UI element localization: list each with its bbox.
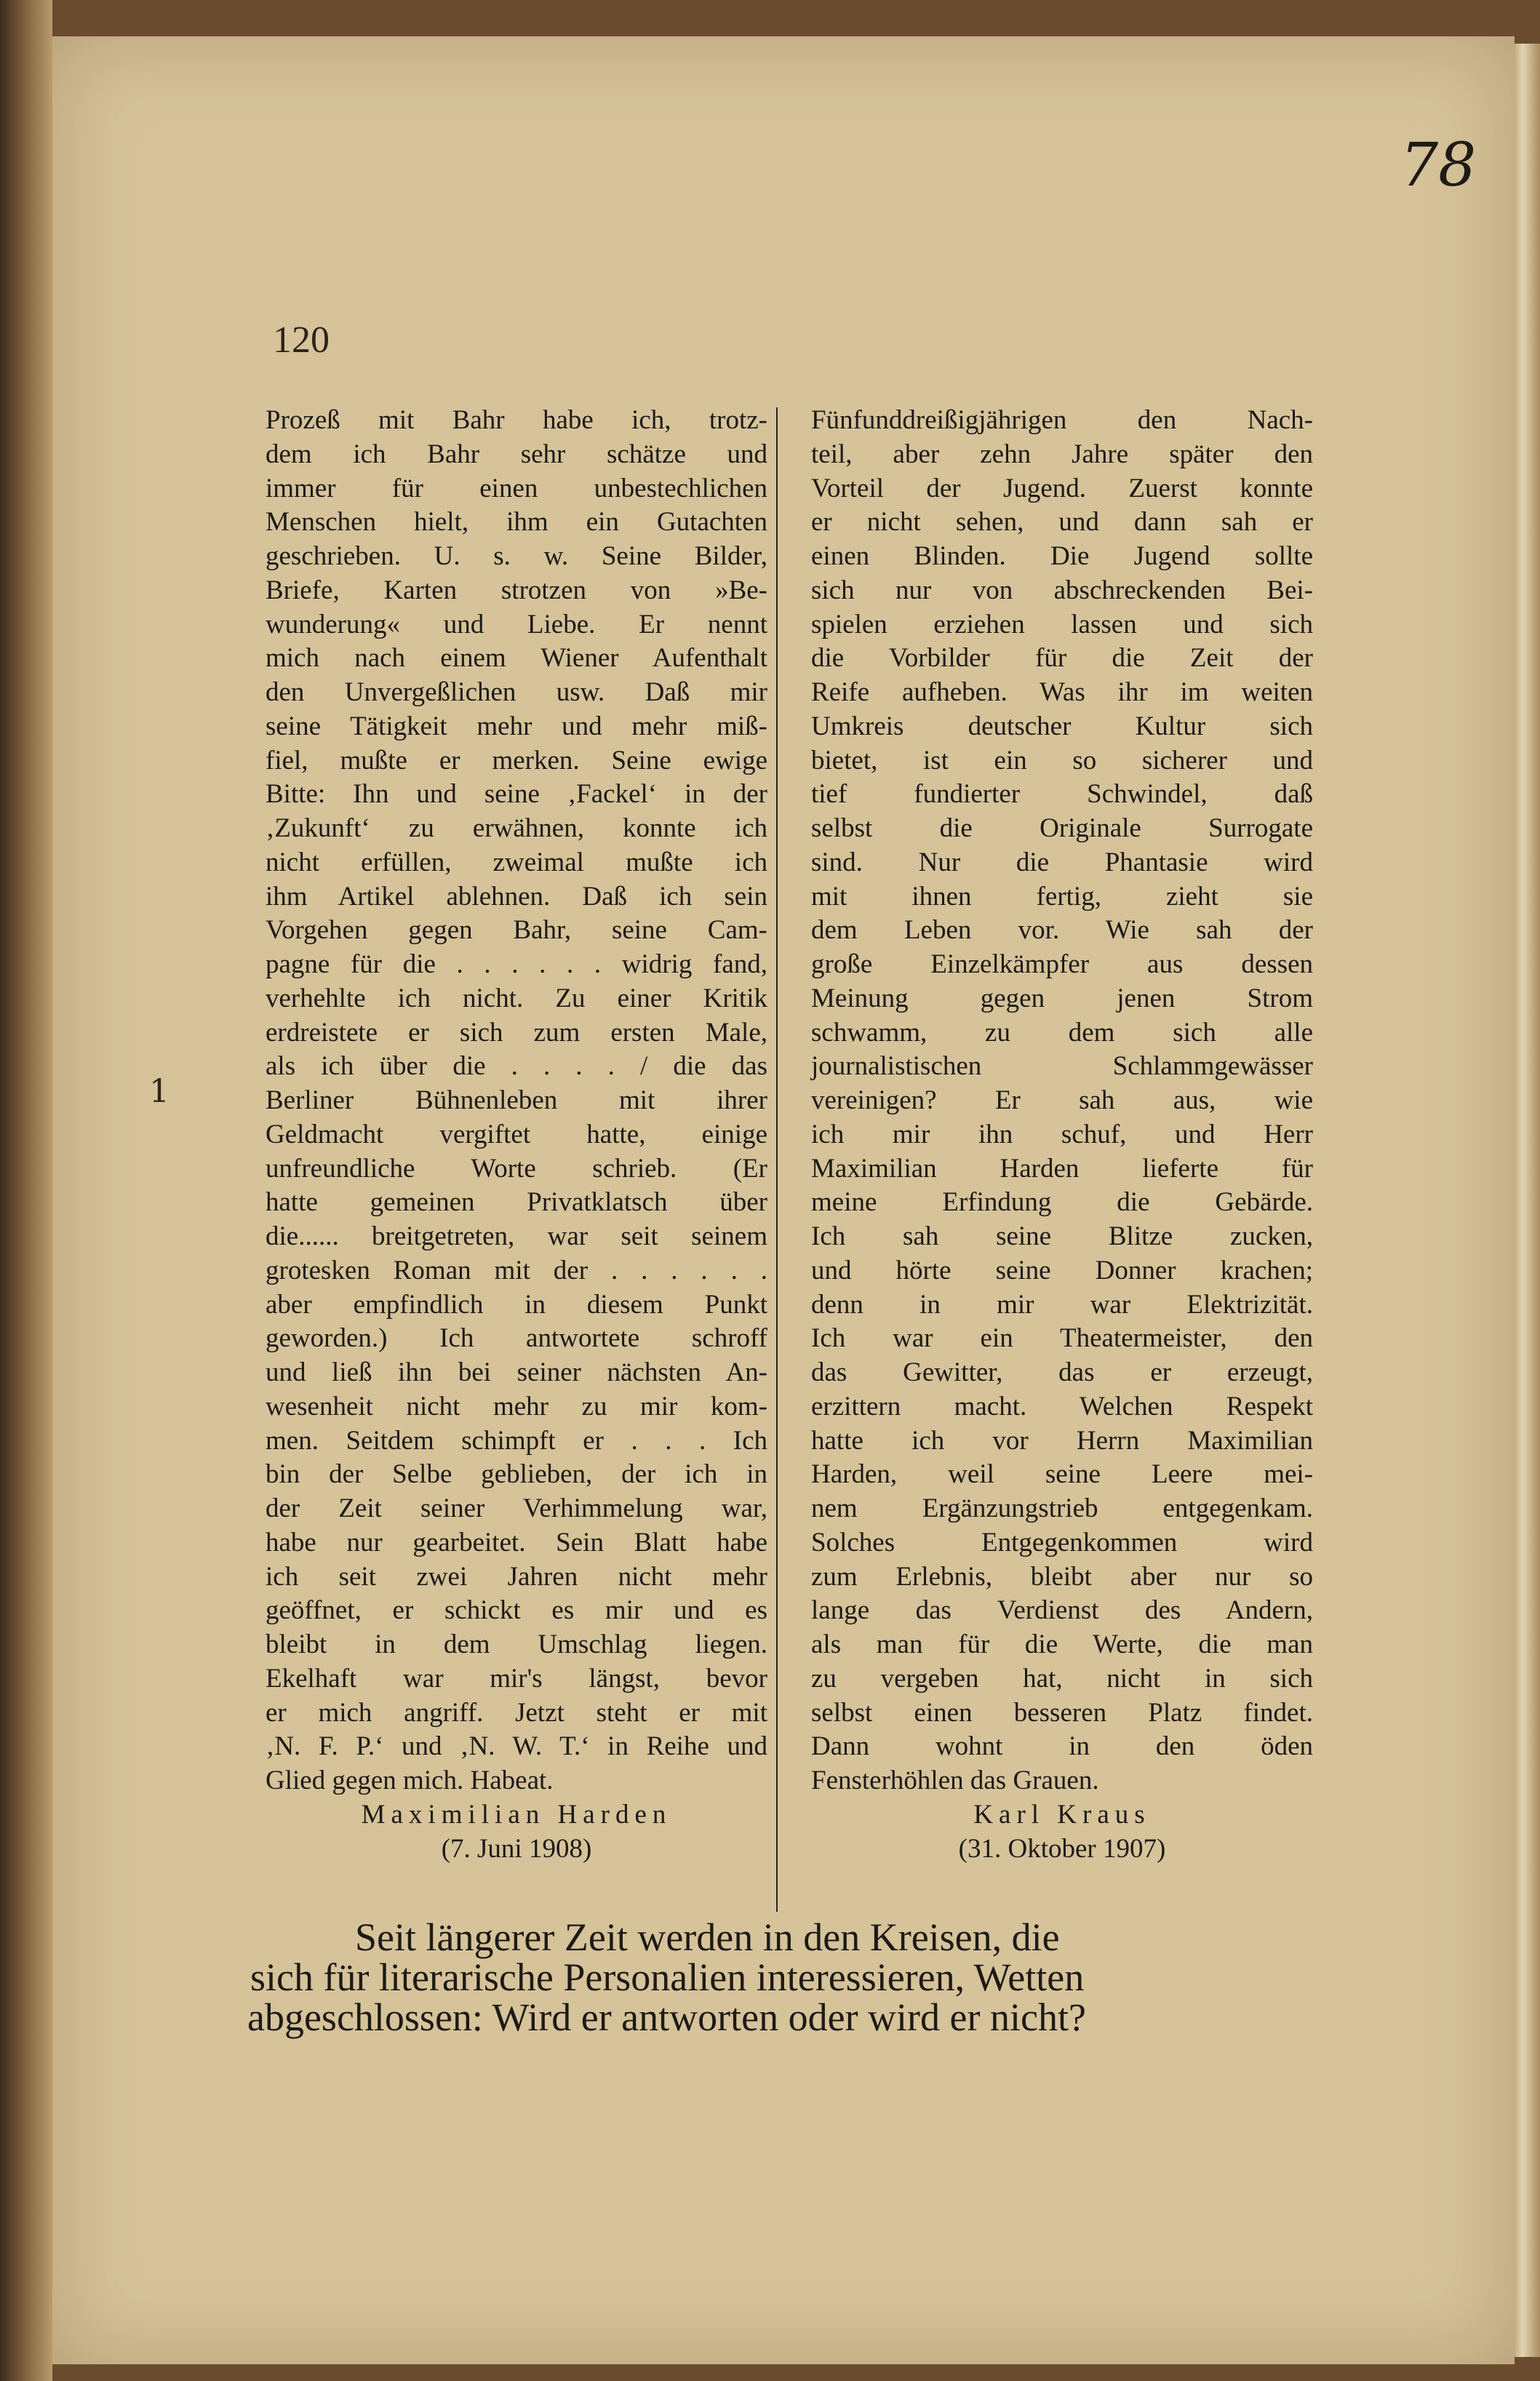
text-line: die Vorbilder für die Zeit der — [811, 643, 1313, 674]
left-column — [266, 404, 767, 1866]
text-line: geschrieben. U. s. w. Seine Bilder, — [266, 541, 767, 571]
text-line: als ich über die . . . . / die das — [266, 1051, 767, 1082]
text-line: und ließ ihn bei seiner nächsten An- — [266, 1357, 767, 1387]
text-line: das Gewitter, das er erzeugt, — [811, 1357, 1313, 1387]
left-column-date: (7. Juni 1908) — [441, 1833, 592, 1864]
left-column-text — [266, 404, 767, 1798]
text-line: teil, aber zehn Jahre später den — [811, 439, 1313, 469]
text-line: Reife aufheben. Was ihr im weiten — [811, 677, 1313, 707]
text-line: bin der Selbe geblieben, der ich in — [266, 1459, 767, 1490]
text-line: große Einzelkämpfer aus dessen — [811, 949, 1313, 979]
text-line: immer für einen unbestechlichen — [266, 473, 767, 503]
text-line: Harden, weil seine Leere mei- — [811, 1459, 1313, 1490]
text-line: den Unvergeßlichen usw. Daß mir — [266, 677, 767, 707]
text-line: Ekelhaft war mir's längst, bevor — [266, 1663, 767, 1694]
text-line: als man für die Werte, die man — [811, 1630, 1313, 1659]
text-line: und hörte seine Donner krachen; — [811, 1255, 1313, 1285]
text-line: lange das Verdienst des Andern, — [811, 1595, 1313, 1626]
left-column-author: Maximilian Harden — [361, 1799, 672, 1830]
text-line: Meinung gegen jenen Strom — [811, 983, 1313, 1013]
text-line: nem Ergänzungstrieb entgegenkam. — [811, 1493, 1313, 1523]
text-line: denn in mir war Elektrizität. — [811, 1289, 1313, 1320]
text-line: seine Tätigkeit mehr und mehr miß- — [266, 711, 767, 741]
text-line: er nicht sehen, und dann sah er — [811, 507, 1313, 538]
right-column-date: (31. Oktober 1907) — [958, 1833, 1166, 1864]
text-line: aber empfindlich in diesem Punkt — [266, 1289, 767, 1320]
text-line: Briefe, Karten strotzen von »Be- — [266, 575, 767, 605]
text-line: mich nach einem Wiener Aufenthalt — [266, 643, 767, 674]
text-line: mit ihnen fertig, zieht sie — [811, 881, 1313, 912]
text-line: spielen erziehen lassen und sich — [811, 609, 1313, 639]
text-line: ihm Artikel ablehnen. Daß ich sein — [266, 881, 767, 912]
text-line: selbst einen besseren Platz findet. — [811, 1697, 1313, 1728]
text-line: Vorteil der Jugend. Zuerst konnte — [811, 473, 1313, 503]
text-line: bietet, ist ein so sicherer und — [811, 745, 1313, 775]
text-line: einen Blinden. Die Jugend sollte — [811, 541, 1313, 571]
text-line: habe nur gearbeitet. Sein Blatt habe — [266, 1527, 767, 1558]
book-gutter — [0, 0, 52, 2381]
text-line: nicht erfüllen, zweimal mußte ich — [266, 847, 767, 877]
closing-line-2: sich für literarische Personalien interessieren, Wetten — [250, 1955, 1085, 1999]
text-line: zum Erlebnis, bleibt aber nur so — [811, 1561, 1313, 1592]
text-line: verhehlte ich nicht. Zu einer Kritik — [266, 983, 767, 1013]
text-line: Ich war ein Theatermeister, den — [811, 1323, 1313, 1354]
text-line: Dann wohnt in den öden — [811, 1731, 1313, 1762]
text-line: selbst die Originale Surrogate — [811, 813, 1313, 843]
text-line: er mich angriff. Jetzt steht er mit — [266, 1697, 767, 1728]
text-line: Bitte: Ihn und seine ‚Fackel‘ in der — [266, 779, 767, 810]
text-line: ‚N. F. P.‘ und ‚N. W. T.‘ in Reihe und — [266, 1731, 767, 1762]
text-line: der Zeit seiner Verhimmelung war, — [266, 1493, 767, 1523]
text-line: Prozeß mit Bahr habe ich, trotz- — [266, 405, 767, 435]
text-line: journalistischen Schlammgewässer — [811, 1051, 1313, 1082]
text-line: fiel, mußte er merken. Seine ewige — [266, 745, 767, 775]
text-line: ich seit zwei Jahren nicht mehr — [266, 1561, 767, 1592]
text-line: Menschen hielt, ihm ein Gutachten — [266, 507, 767, 538]
text-line: wunderung« und Liebe. Er nennt — [266, 609, 767, 639]
text-line: Ich sah seine Blitze zucken, — [811, 1221, 1313, 1251]
text-line: sind. Nur die Phantasie wird — [811, 847, 1313, 877]
text-line: meine Erfindung die Gebärde. — [811, 1187, 1313, 1218]
text-line: schwamm, zu dem sich alle — [811, 1017, 1313, 1048]
text-line: grotesken Roman mit der . . . . . . — [266, 1255, 767, 1285]
right-column-text — [811, 404, 1313, 1798]
text-line: Glied gegen mich. Habeat. — [266, 1766, 554, 1795]
text-line: zu vergeben hat, nicht in sich — [811, 1663, 1313, 1694]
text-line: wesenheit nicht mehr zu mir kom- — [266, 1391, 767, 1421]
text-line: Solches Entgegenkommen wird — [811, 1527, 1313, 1558]
text-line: erzittern macht. Welchen Respekt — [811, 1391, 1313, 1421]
page-edge — [1511, 44, 1540, 2357]
text-line: ‚Zukunft‘ zu erwähnen, konnte ich — [266, 813, 767, 843]
text-line: sich nur von abschreckenden Bei- — [811, 575, 1313, 605]
text-line: Umkreis deutscher Kultur sich — [811, 711, 1313, 741]
closing-line-1: Seit längerer Zeit werden in den Kreisen, die — [355, 1915, 1060, 1959]
handwritten-folio-number: 78 — [1400, 131, 1477, 200]
right-column — [811, 404, 1313, 1866]
text-line: dem Leben vor. Wie sah der — [811, 915, 1313, 946]
right-column-author: Karl Kraus — [973, 1799, 1151, 1830]
text-line: Geldmacht vergiftet hatte, einige — [266, 1119, 767, 1149]
text-line: Vorgehen gegen Bahr, seine Cam- — [266, 915, 767, 946]
text-line: hatte ich vor Herrn Maximilian — [811, 1425, 1313, 1456]
text-line: bleibt in dem Umschlag liegen. — [266, 1630, 767, 1659]
text-line: geöffnet, er schickt es mir und es — [266, 1595, 767, 1626]
closing-line-3: abgeschlossen: Wird er antworten oder wird er nicht? — [247, 1995, 1086, 2039]
text-line: Fensterhöhlen das Grauen. — [811, 1766, 1099, 1795]
text-line: men. Seitdem schimpft er . . . Ich — [266, 1425, 767, 1456]
text-line: hatte gemeinen Privatklatsch über — [266, 1187, 767, 1218]
text-line: geworden.) Ich antwortete schroff — [266, 1323, 767, 1354]
text-line: tief fundierter Schwindel, daß — [811, 779, 1313, 810]
text-line: vereinigen? Er sah aus, wie — [811, 1085, 1313, 1115]
text-line: erdreistete er sich zum ersten Male, — [266, 1017, 767, 1048]
page-number: 120 — [273, 319, 330, 361]
text-line: ich mir ihn schuf, und Herr — [811, 1119, 1313, 1149]
column-divider — [776, 407, 778, 1912]
text-line: unfreundliche Worte schrieb. (Er — [266, 1153, 767, 1184]
text-line: Berliner Bühnenleben mit ihrer — [266, 1085, 767, 1115]
text-line: die...... breitgetreten, war seit seinem — [266, 1221, 767, 1251]
text-line: dem ich Bahr sehr schätze und — [266, 439, 767, 469]
margin-mark: 1 — [149, 1073, 169, 1110]
text-line: Fünfunddreißigjährigen den Nach- — [811, 405, 1313, 435]
text-line: pagne für die . . . . . . widrig fand, — [266, 949, 767, 979]
text-line: Maximilian Harden lieferte für — [811, 1153, 1313, 1184]
